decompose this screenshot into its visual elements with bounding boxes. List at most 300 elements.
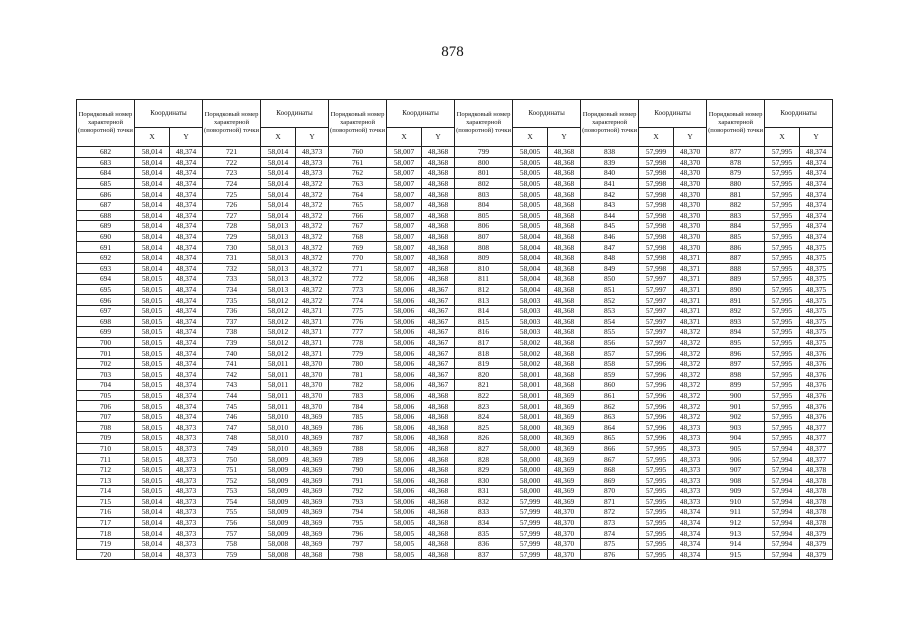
coord-y: 48,377: [800, 443, 833, 454]
coord-y: 48,376: [800, 380, 833, 391]
coord-x: 58,001: [513, 369, 548, 380]
coord-y: 48,374: [170, 263, 203, 274]
coord-x: 58,005: [387, 549, 422, 560]
point-number: 847: [581, 242, 639, 253]
coord-y: 48,368: [548, 157, 581, 168]
coord-y: 48,374: [170, 168, 203, 179]
point-number: 856: [581, 337, 639, 348]
point-number: 763: [329, 178, 387, 189]
coord-y: 48,369: [548, 422, 581, 433]
point-number: 726: [203, 199, 261, 210]
coord-y: 48,374: [800, 210, 833, 221]
coord-x: 57,996: [639, 380, 674, 391]
coord-y: 48,375: [800, 252, 833, 263]
point-number: 910: [707, 496, 765, 507]
point-number: 905: [707, 443, 765, 454]
coord-x: 58,011: [261, 380, 296, 391]
point-number: 870: [581, 486, 639, 497]
coord-x: 57,998: [639, 199, 674, 210]
coord-x: 57,994: [765, 517, 800, 528]
coord-x: 58,006: [387, 284, 422, 295]
coord-y: 48,374: [800, 147, 833, 158]
table-row: [77, 348, 833, 359]
point-number: 907: [707, 464, 765, 475]
point-number: 812: [455, 284, 513, 295]
coord-y: 48,369: [296, 475, 329, 486]
coord-y: 48,368: [422, 390, 455, 401]
coord-y: 48,369: [296, 528, 329, 539]
point-number: 864: [581, 422, 639, 433]
coord-y: 48,377: [800, 422, 833, 433]
coord-x: 57,995: [765, 263, 800, 274]
point-number: 871: [581, 496, 639, 507]
point-number: 701: [77, 348, 135, 359]
coord-x: 58,013: [261, 274, 296, 285]
point-number: 827: [455, 443, 513, 454]
coord-x: 58,006: [387, 316, 422, 327]
point-number: 753: [203, 486, 261, 497]
coord-y: 48,378: [800, 496, 833, 507]
point-number: 683: [77, 157, 135, 168]
point-number: 913: [707, 528, 765, 539]
point-number: 774: [329, 295, 387, 306]
coord-x: 57,995: [765, 242, 800, 253]
coord-x: 58,006: [387, 443, 422, 454]
coord-x: 58,007: [387, 157, 422, 168]
coord-x: 58,014: [135, 549, 170, 560]
coord-x: 58,000: [513, 422, 548, 433]
point-number: 833: [455, 507, 513, 518]
coord-x: 58,006: [387, 433, 422, 444]
coord-x: 58,004: [513, 231, 548, 242]
coord-y: 48,373: [674, 464, 707, 475]
point-number: 700: [77, 337, 135, 348]
point-number: 698: [77, 316, 135, 327]
point-number: 718: [77, 528, 135, 539]
point-number: 789: [329, 454, 387, 465]
coord-x: 58,007: [387, 210, 422, 221]
coord-x: 57,995: [639, 454, 674, 465]
coord-y: 48,372: [296, 178, 329, 189]
point-number: 728: [203, 221, 261, 232]
coord-x: 57,995: [765, 189, 800, 200]
point-number: 799: [455, 147, 513, 158]
table-row: [77, 274, 833, 285]
table-row: [77, 380, 833, 391]
coord-x: 58,014: [135, 528, 170, 539]
coord-y: 48,374: [170, 295, 203, 306]
point-number: 897: [707, 358, 765, 369]
coord-y: 48,374: [170, 157, 203, 168]
coord-x: 58,002: [513, 358, 548, 369]
coord-y: 48,369: [296, 507, 329, 518]
point-number: 791: [329, 475, 387, 486]
point-number: 855: [581, 327, 639, 338]
point-number: 755: [203, 507, 261, 518]
coord-y: 48,379: [800, 528, 833, 539]
coord-x: 57,998: [639, 242, 674, 253]
point-number: 816: [455, 327, 513, 338]
coord-x: 58,006: [387, 507, 422, 518]
point-number: 840: [581, 168, 639, 179]
coord-y: 48,368: [422, 157, 455, 168]
coord-x: 57,996: [639, 390, 674, 401]
coord-y: 48,371: [296, 337, 329, 348]
point-number: 800: [455, 157, 513, 168]
coord-y: 48,368: [422, 538, 455, 549]
coord-y: 48,374: [170, 348, 203, 359]
point-number: 761: [329, 157, 387, 168]
coord-x: 57,995: [765, 380, 800, 391]
coord-x: 58,004: [513, 274, 548, 285]
point-number: 801: [455, 168, 513, 179]
point-number: 711: [77, 454, 135, 465]
coord-y: 48,368: [422, 411, 455, 422]
coord-y: 48,372: [674, 327, 707, 338]
coord-x: 57,995: [765, 221, 800, 232]
coord-y: 48,369: [548, 475, 581, 486]
point-number: 773: [329, 284, 387, 295]
coord-x: 57,996: [639, 401, 674, 412]
coord-y: 48,373: [296, 157, 329, 168]
coord-x: 58,009: [261, 517, 296, 528]
point-number: 911: [707, 507, 765, 518]
table-row: [77, 221, 833, 232]
coord-y: 48,372: [674, 411, 707, 422]
coord-y: 48,376: [800, 411, 833, 422]
coord-x: 58,005: [513, 199, 548, 210]
coord-x: 58,005: [513, 221, 548, 232]
coord-x: 58,001: [513, 380, 548, 391]
table-row: [77, 168, 833, 179]
coord-y: 48,373: [170, 464, 203, 475]
coord-y: 48,368: [422, 433, 455, 444]
coord-x: 58,003: [513, 316, 548, 327]
coord-x: 57,995: [765, 284, 800, 295]
coord-x: 58,005: [513, 157, 548, 168]
coord-x: 57,994: [765, 549, 800, 560]
coord-y: 48,372: [674, 337, 707, 348]
coord-x: 58,015: [135, 327, 170, 338]
coord-x: 58,012: [261, 337, 296, 348]
coord-y: 48,373: [674, 486, 707, 497]
header-point-number: Порядковый номер характерной (поворотной) точки: [581, 100, 639, 147]
table-row: [77, 486, 833, 497]
coord-x: 57,994: [765, 454, 800, 465]
coord-y: 48,373: [296, 168, 329, 179]
coord-x: 58,014: [135, 157, 170, 168]
coord-x: 57,998: [639, 231, 674, 242]
coord-y: 48,377: [800, 454, 833, 465]
point-number: 775: [329, 305, 387, 316]
coord-y: 48,374: [674, 538, 707, 549]
coord-x: 57,996: [639, 411, 674, 422]
coord-y: 48,373: [170, 538, 203, 549]
coord-x: 57,994: [765, 528, 800, 539]
coord-x: 58,011: [261, 390, 296, 401]
coord-x: 58,015: [135, 475, 170, 486]
coord-x: 57,999: [513, 549, 548, 560]
coord-y: 48,369: [296, 454, 329, 465]
coord-y: 48,373: [674, 454, 707, 465]
coord-y: 48,374: [674, 528, 707, 539]
coord-x: 58,004: [513, 284, 548, 295]
coord-y: 48,379: [800, 549, 833, 560]
coord-y: 48,374: [170, 284, 203, 295]
point-number: 703: [77, 369, 135, 380]
coord-y: 48,368: [422, 147, 455, 158]
point-number: 828: [455, 454, 513, 465]
coord-y: 48,374: [170, 242, 203, 253]
point-number: 746: [203, 411, 261, 422]
coord-x: 57,995: [765, 316, 800, 327]
coord-x: 57,999: [513, 496, 548, 507]
point-number: 875: [581, 538, 639, 549]
coord-y: 48,371: [674, 274, 707, 285]
point-number: 792: [329, 486, 387, 497]
point-number: 745: [203, 401, 261, 412]
coord-y: 48,367: [422, 358, 455, 369]
point-number: 829: [455, 464, 513, 475]
header-x: X: [387, 128, 422, 147]
point-number: 835: [455, 528, 513, 539]
point-number: 822: [455, 390, 513, 401]
coord-y: 48,369: [296, 517, 329, 528]
coord-y: 48,375: [800, 295, 833, 306]
coord-x: 58,014: [135, 231, 170, 242]
point-number: 879: [707, 168, 765, 179]
coord-x: 57,996: [639, 369, 674, 380]
coord-x: 58,009: [261, 475, 296, 486]
point-number: 708: [77, 422, 135, 433]
coord-x: 58,014: [135, 263, 170, 274]
coord-y: 48,368: [422, 528, 455, 539]
point-number: 702: [77, 358, 135, 369]
coord-y: 48,373: [674, 443, 707, 454]
coord-y: 48,378: [800, 507, 833, 518]
point-number: 730: [203, 242, 261, 253]
coord-x: 57,995: [765, 147, 800, 158]
header-coordinates: Координаты: [261, 100, 329, 128]
point-number: 790: [329, 464, 387, 475]
coord-x: 58,015: [135, 464, 170, 475]
point-number: 691: [77, 242, 135, 253]
point-number: 830: [455, 475, 513, 486]
coord-x: 57,997: [639, 305, 674, 316]
coord-y: 48,368: [422, 401, 455, 412]
table-row: [77, 390, 833, 401]
coord-x: 58,015: [135, 411, 170, 422]
coord-x: 58,014: [135, 189, 170, 200]
point-number: 850: [581, 274, 639, 285]
table-row: [77, 147, 833, 158]
table-row: [77, 549, 833, 560]
point-number: 744: [203, 390, 261, 401]
point-number: 876: [581, 549, 639, 560]
coord-y: 48,373: [170, 507, 203, 518]
coord-x: 58,006: [387, 348, 422, 359]
point-number: 699: [77, 327, 135, 338]
coord-x: 58,014: [135, 517, 170, 528]
coord-x: 57,994: [765, 464, 800, 475]
coord-y: 48,375: [800, 337, 833, 348]
point-number: 765: [329, 199, 387, 210]
point-number: 906: [707, 454, 765, 465]
coord-x: 58,007: [387, 189, 422, 200]
coord-x: 57,995: [639, 464, 674, 475]
coord-y: 48,373: [170, 517, 203, 528]
coord-x: 57,994: [765, 443, 800, 454]
point-number: 767: [329, 221, 387, 232]
point-number: 889: [707, 274, 765, 285]
coord-y: 48,368: [296, 549, 329, 560]
coord-y: 48,367: [422, 284, 455, 295]
point-number: 832: [455, 496, 513, 507]
coord-y: 48,367: [422, 380, 455, 391]
point-number: 783: [329, 390, 387, 401]
point-number: 843: [581, 199, 639, 210]
header-point-number: Порядковый номер характерной (поворотной) точки: [329, 100, 387, 147]
coord-x: 58,013: [261, 263, 296, 274]
point-number: 749: [203, 443, 261, 454]
coord-x: 58,015: [135, 443, 170, 454]
coord-y: 48,372: [296, 189, 329, 200]
coord-x: 58,008: [261, 549, 296, 560]
coord-x: 57,997: [639, 274, 674, 285]
header-x: X: [765, 128, 800, 147]
coord-x: 57,995: [639, 538, 674, 549]
coord-y: 48,368: [422, 464, 455, 475]
coord-y: 48,370: [674, 168, 707, 179]
coord-y: 48,370: [674, 242, 707, 253]
coord-y: 48,373: [674, 422, 707, 433]
coord-x: 57,996: [639, 358, 674, 369]
coord-x: 58,006: [387, 411, 422, 422]
coord-x: 58,007: [387, 168, 422, 179]
point-number: 742: [203, 369, 261, 380]
coord-y: 48,373: [170, 528, 203, 539]
point-number: 804: [455, 199, 513, 210]
point-number: 752: [203, 475, 261, 486]
coord-x: 58,007: [387, 199, 422, 210]
point-number: 845: [581, 221, 639, 232]
coord-x: 58,006: [387, 422, 422, 433]
point-number: 721: [203, 147, 261, 158]
coord-x: 58,006: [387, 305, 422, 316]
point-number: 808: [455, 242, 513, 253]
coord-x: 57,996: [639, 422, 674, 433]
point-number: 851: [581, 284, 639, 295]
point-number: 723: [203, 168, 261, 179]
point-number: 883: [707, 210, 765, 221]
coord-y: 48,369: [548, 443, 581, 454]
coord-y: 48,370: [674, 221, 707, 232]
coord-x: 58,007: [387, 147, 422, 158]
coord-x: 57,995: [765, 295, 800, 306]
table-row: [77, 454, 833, 465]
coord-y: 48,372: [296, 231, 329, 242]
coord-y: 48,374: [170, 274, 203, 285]
table-row: [77, 337, 833, 348]
point-number: 814: [455, 305, 513, 316]
table-row: [77, 189, 833, 200]
point-number: 737: [203, 316, 261, 327]
point-number: 707: [77, 411, 135, 422]
point-number: 838: [581, 147, 639, 158]
coord-y: 48,375: [800, 284, 833, 295]
coord-x: 57,995: [765, 401, 800, 412]
table-row: [77, 284, 833, 295]
coord-y: 48,368: [422, 486, 455, 497]
coord-y: 48,368: [548, 242, 581, 253]
coord-y: 48,374: [170, 316, 203, 327]
coord-x: 57,995: [639, 475, 674, 486]
coord-y: 48,368: [548, 199, 581, 210]
coord-x: 58,006: [387, 475, 422, 486]
coord-x: 58,005: [387, 538, 422, 549]
point-number: 762: [329, 168, 387, 179]
point-number: 682: [77, 147, 135, 158]
coord-x: 58,014: [135, 221, 170, 232]
coord-y: 48,379: [800, 538, 833, 549]
point-number: 688: [77, 210, 135, 221]
coord-x: 58,014: [135, 178, 170, 189]
coord-x: 58,004: [513, 252, 548, 263]
coord-x: 57,995: [765, 369, 800, 380]
coord-y: 48,368: [548, 221, 581, 232]
coord-x: 58,004: [513, 263, 548, 274]
point-number: 878: [707, 157, 765, 168]
point-number: 862: [581, 401, 639, 412]
coord-x: 58,006: [387, 295, 422, 306]
coord-y: 48,375: [800, 263, 833, 274]
table-row: [77, 305, 833, 316]
coord-x: 58,007: [387, 263, 422, 274]
coord-x: 58,014: [261, 199, 296, 210]
coord-x: 58,009: [261, 496, 296, 507]
point-number: 868: [581, 464, 639, 475]
point-number: 797: [329, 538, 387, 549]
header-x: X: [261, 128, 296, 147]
coord-y: 48,367: [422, 316, 455, 327]
coord-x: 57,995: [765, 327, 800, 338]
coord-x: 57,998: [639, 168, 674, 179]
coord-y: 48,368: [422, 475, 455, 486]
coord-y: 48,367: [422, 327, 455, 338]
coord-x: 57,994: [765, 496, 800, 507]
coord-y: 48,369: [548, 454, 581, 465]
point-number: 805: [455, 210, 513, 221]
coord-y: 48,369: [548, 486, 581, 497]
point-number: 733: [203, 274, 261, 285]
coord-y: 48,372: [296, 263, 329, 274]
coord-x: 58,014: [135, 242, 170, 253]
point-number: 877: [707, 147, 765, 158]
coord-x: 58,000: [513, 475, 548, 486]
point-number: 826: [455, 433, 513, 444]
coord-x: 57,999: [513, 528, 548, 539]
coord-y: 48,369: [548, 411, 581, 422]
coord-x: 58,014: [135, 147, 170, 158]
point-number: 713: [77, 475, 135, 486]
coord-x: 57,999: [513, 538, 548, 549]
point-number: 858: [581, 358, 639, 369]
point-number: 768: [329, 231, 387, 242]
coord-y: 48,370: [674, 189, 707, 200]
point-number: 689: [77, 221, 135, 232]
point-number: 727: [203, 210, 261, 221]
table-row: [77, 178, 833, 189]
